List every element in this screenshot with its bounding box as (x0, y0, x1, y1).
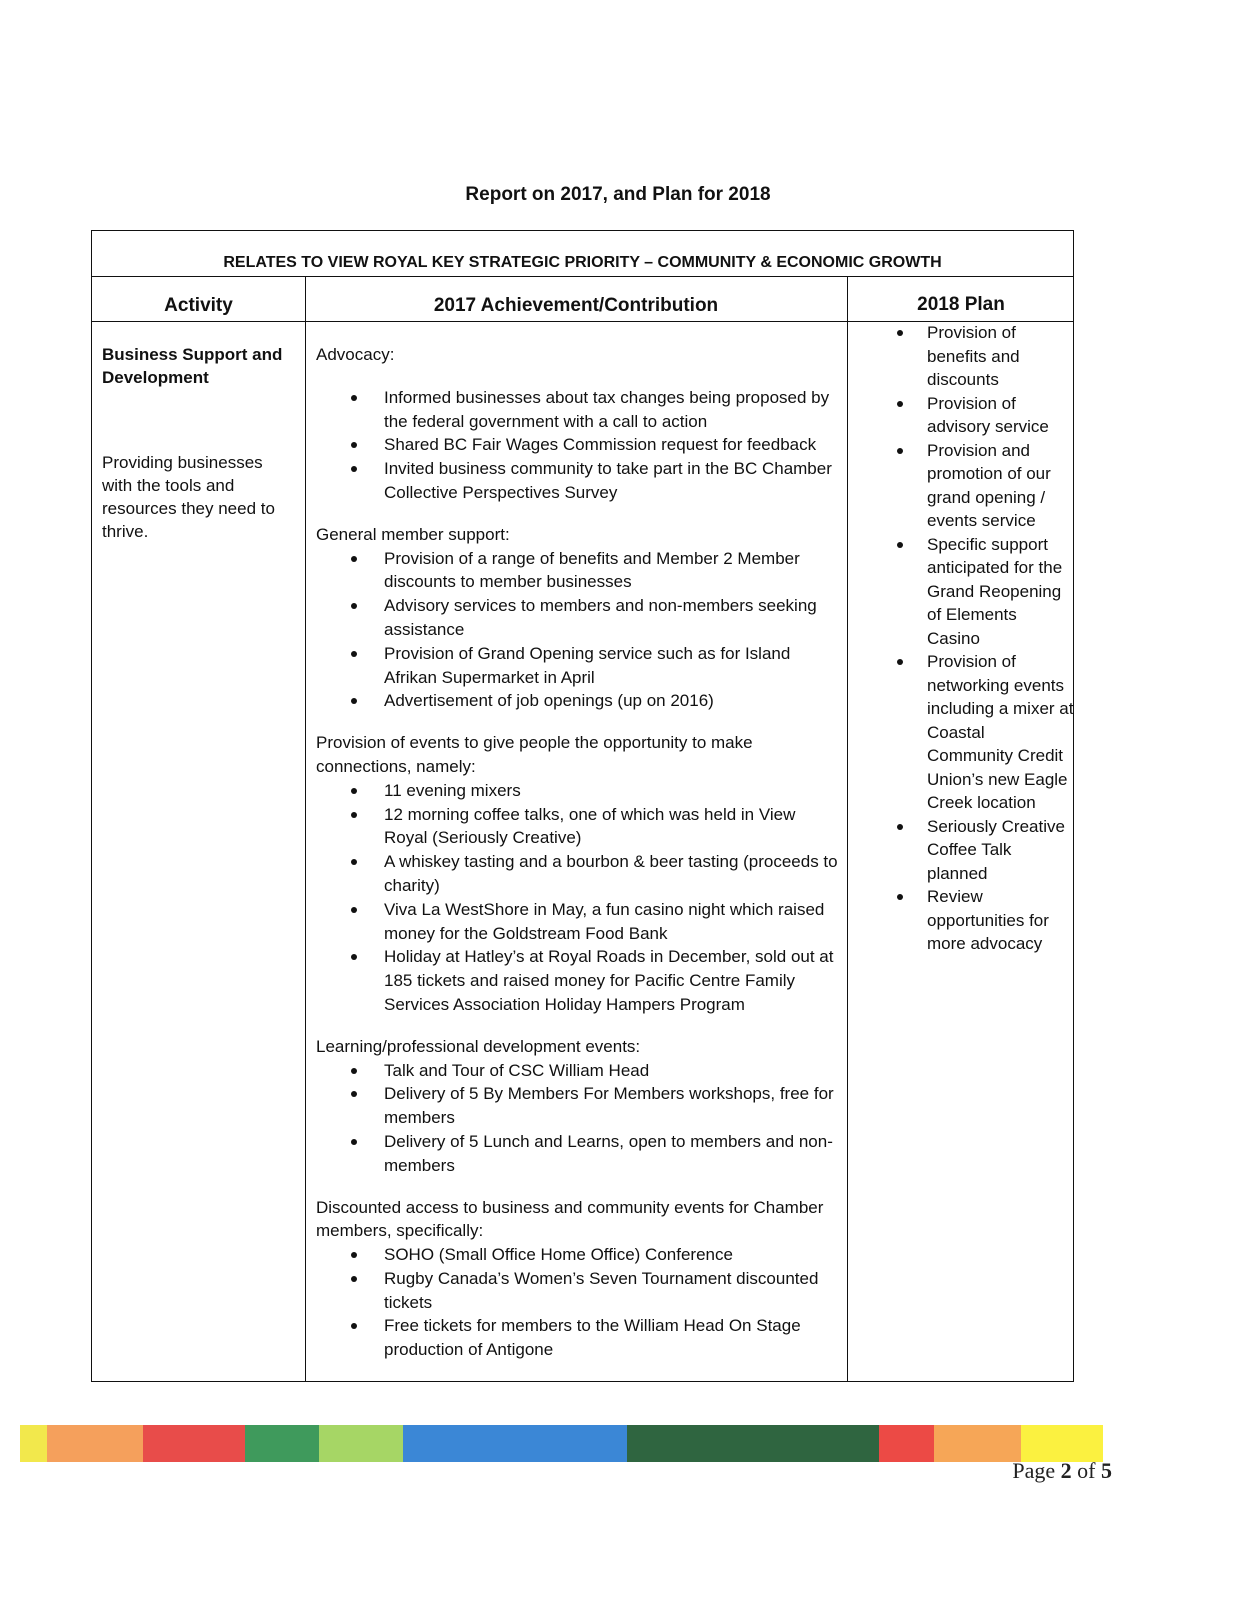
footer-color-bar (20, 1425, 1103, 1462)
list-item: Viva La WestShore in May, a fun casino night which raised money for the Goldstream Food Bank (316, 898, 841, 946)
color-segment (20, 1425, 47, 1462)
learning-label: Learning/professional development events: (316, 1036, 641, 1056)
column-header-activity: Activity (164, 295, 233, 316)
discount-list (316, 1243, 841, 1362)
list-item: Specific support anticipated for the Grand Reopening of Elements Casino (884, 533, 1074, 651)
general-support-list (316, 547, 841, 714)
page-prefix: Page (1012, 1458, 1061, 1483)
color-segment (934, 1425, 1021, 1462)
discount-label: Discounted access to business and community events for Chamber members, specifically: (316, 1197, 824, 1241)
color-segment (47, 1425, 143, 1462)
activity-cell (102, 343, 292, 543)
list-item: Seriously Creative Coffee Talk planned (884, 815, 1074, 886)
advocacy-label: Advocacy: (316, 345, 395, 364)
list-item: Provision of Grand Opening service such as for Island Afrikan Supermarket in April (316, 642, 841, 690)
column-header-plan: 2018 Plan (917, 294, 1005, 315)
list-item: Free tickets for members to the William Head On Stage production of Antigone (316, 1314, 841, 1362)
list-item: Rugby Canada’s Women’s Seven Tournament discounted tickets (316, 1267, 841, 1315)
list-item: Informed businesses about tax changes being proposed by the federal government with a call to action (316, 386, 841, 434)
list-item: Invited business community to take part in the BC Chamber Collective Perspectives Survey (316, 457, 841, 505)
events-label: Provision of events to give people the opportunity to make connections, namely: (316, 733, 753, 776)
list-item: Advisory services to members and non-members seeking assistance (316, 594, 841, 642)
list-item: Talk and Tour of CSC William Head (316, 1059, 841, 1083)
list-item: Delivery of 5 Lunch and Learns, open to members and non-members (316, 1130, 841, 1178)
learning-list (316, 1059, 841, 1178)
column-header-achievement: 2017 Achievement/Contribution (433, 295, 719, 316)
page-mid: of (1071, 1458, 1101, 1483)
color-segment (627, 1425, 879, 1462)
strategic-priority-header: RELATES TO VIEW ROYAL KEY STRATEGIC PRIORITY – COMMUNITY & ECONOMIC GROWTH (92, 231, 1073, 277)
list-item: SOHO (Small Office Home Office) Conference (316, 1243, 841, 1267)
page-number (1012, 1458, 1112, 1484)
achievement-cell (316, 343, 841, 1362)
color-segment (403, 1425, 627, 1462)
list-item: Review opportunities for more advocacy (884, 885, 1074, 956)
color-segment (1021, 1425, 1103, 1462)
activity-name: Business Support and Development (102, 345, 283, 387)
activity-description: Providing businesses with the tools and resources they need to thrive. (102, 453, 275, 541)
list-item: 12 morning coffee talks, one of which was held in View Royal (Seriously Creative) (316, 803, 841, 851)
list-item: Advertisement of job openings (up on 2016) (316, 689, 841, 713)
report-table (91, 230, 1074, 1382)
column-divider (305, 277, 306, 1381)
plan-cell (884, 321, 1074, 956)
page-current: 2 (1060, 1458, 1072, 1483)
color-segment (245, 1425, 319, 1462)
list-item: Provision and promotion of our grand opening / events service (884, 439, 1074, 533)
plan-list (884, 321, 1074, 956)
list-item: 11 evening mixers (316, 779, 841, 803)
color-segment (319, 1425, 403, 1462)
column-divider (847, 277, 848, 1381)
events-list (316, 779, 841, 1017)
list-item: Delivery of 5 By Members For Members workshops, free for members (316, 1082, 841, 1130)
page-total: 5 (1101, 1458, 1112, 1483)
list-item: A whiskey tasting and a bourbon & beer tasting (proceeds to charity) (316, 850, 841, 898)
general-support-label: General member support: (316, 524, 510, 544)
page-title: Report on 2017, and Plan for 2018 (465, 184, 771, 205)
list-item: Provision of benefits and discounts (884, 321, 1074, 392)
advocacy-list (316, 386, 841, 505)
list-item: Provision of a range of benefits and Member 2 Member discounts to member businesses (316, 547, 841, 595)
list-item: Holiday at Hatley’s at Royal Roads in December, sold out at 185 tickets and raised money for Pacific Centre Family Services Association Holiday Hampers Program (316, 945, 841, 1016)
list-item: Shared BC Fair Wages Commission request for feedback (316, 433, 841, 457)
list-item: Provision of advisory service (884, 392, 1074, 439)
list-item: Provision of networking events including a mixer at Coastal Community Credit Union’s new Eagle Creek location (884, 650, 1074, 815)
color-segment (143, 1425, 245, 1462)
color-segment (879, 1425, 934, 1462)
